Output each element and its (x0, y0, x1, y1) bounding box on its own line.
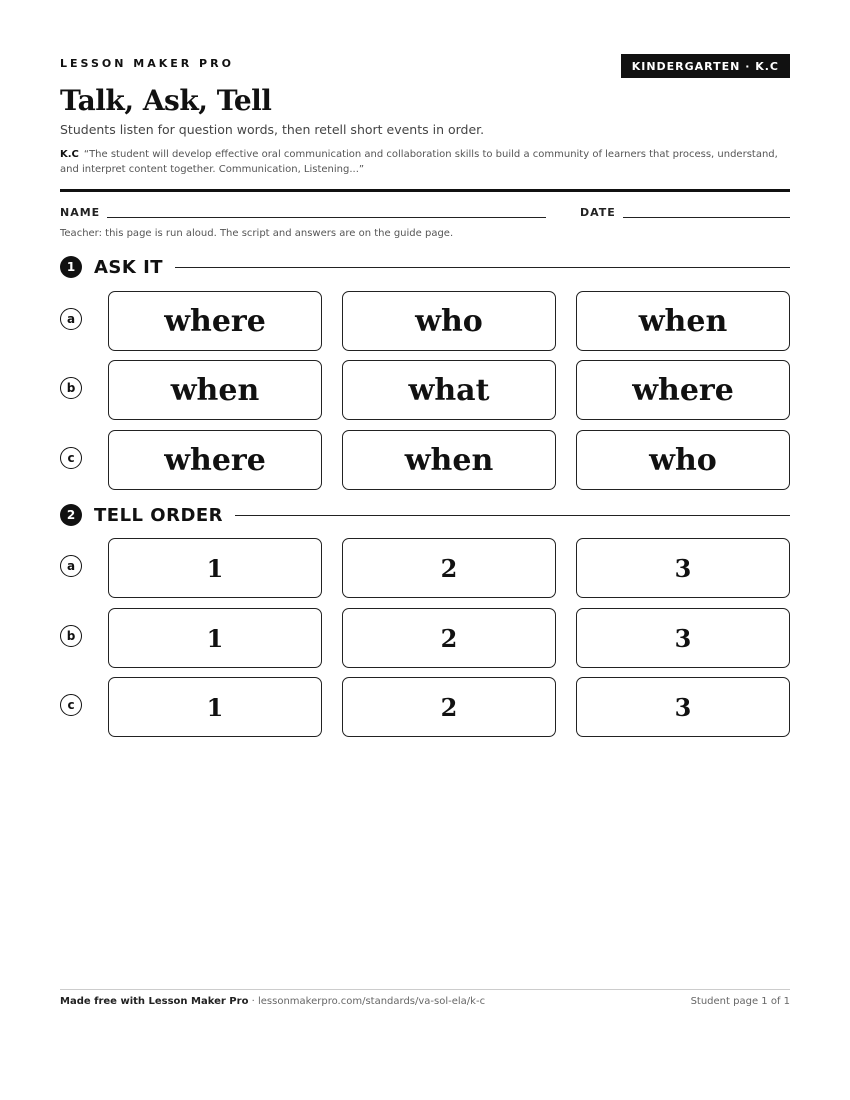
word-card[interactable]: where (108, 291, 322, 351)
number-card[interactable]: 2 (342, 677, 556, 737)
section-title: ASK IT (94, 256, 164, 278)
grade-badge: KINDERGARTEN · K.C (621, 54, 790, 78)
page-subtitle: Students listen for question words, then retell short events in order. (60, 122, 485, 137)
date-label: DATE (580, 206, 616, 219)
footer-url: lessonmakerpro.com/standards/va-sol-ela/k-c (257, 996, 486, 1007)
section-rule (235, 515, 790, 516)
footer-separator: · (248, 996, 258, 1007)
section-number: 1 (60, 256, 82, 278)
row-letter: b (60, 625, 82, 647)
row-letter: a (60, 555, 82, 577)
question-row (60, 360, 790, 420)
section-rule (175, 267, 790, 268)
row-letter: c (60, 694, 82, 716)
row-letter: b (60, 377, 82, 399)
number-card[interactable]: 3 (576, 538, 790, 598)
page-title: Talk, Ask, Tell (60, 84, 272, 117)
row-letter: a (60, 308, 82, 330)
question-row (60, 291, 790, 351)
section-title: TELL ORDER (94, 504, 224, 526)
number-card[interactable]: 3 (576, 677, 790, 737)
number-card[interactable]: 1 (108, 538, 322, 598)
word-card[interactable]: when (108, 360, 322, 420)
order-row (60, 677, 790, 737)
standard-text: “The student will develop effective oral communication and collaboration skills to build a community of learners that process, understand, and interpret content together. Communication, Listening...” (60, 149, 778, 175)
footer-divider (60, 989, 790, 990)
question-row (60, 430, 790, 490)
standard-description (60, 147, 790, 177)
brand-label: LESSON MAKER PRO (60, 57, 234, 70)
order-row (60, 538, 790, 598)
row-letter: c (60, 447, 82, 469)
footer-made-with: Made free with Lesson Maker Pro (60, 996, 249, 1007)
number-card[interactable]: 2 (342, 608, 556, 668)
word-card[interactable]: who (576, 430, 790, 490)
word-card[interactable]: when (342, 430, 556, 490)
section-heading-tell-order (60, 504, 790, 526)
standard-code: K.C (60, 149, 79, 160)
footer-page-number: Student page 1 of 1 (690, 996, 790, 1007)
number-card[interactable]: 2 (342, 538, 556, 598)
footer-credit (60, 996, 485, 1007)
order-row (60, 608, 790, 668)
name-field[interactable] (107, 217, 546, 218)
section-heading-ask-it (60, 256, 790, 278)
number-card[interactable]: 1 (108, 677, 322, 737)
teacher-note: Teacher: this page is run aloud. The script and answers are on the guide page. (60, 228, 454, 239)
number-card[interactable]: 3 (576, 608, 790, 668)
date-field[interactable] (623, 217, 790, 218)
word-card[interactable]: where (576, 360, 790, 420)
word-card[interactable]: what (342, 360, 556, 420)
word-card[interactable]: where (108, 430, 322, 490)
number-card[interactable]: 1 (108, 608, 322, 668)
header-divider (60, 189, 790, 192)
section-number: 2 (60, 504, 82, 526)
word-card[interactable]: who (342, 291, 556, 351)
word-card[interactable]: when (576, 291, 790, 351)
name-label: NAME (60, 206, 101, 219)
